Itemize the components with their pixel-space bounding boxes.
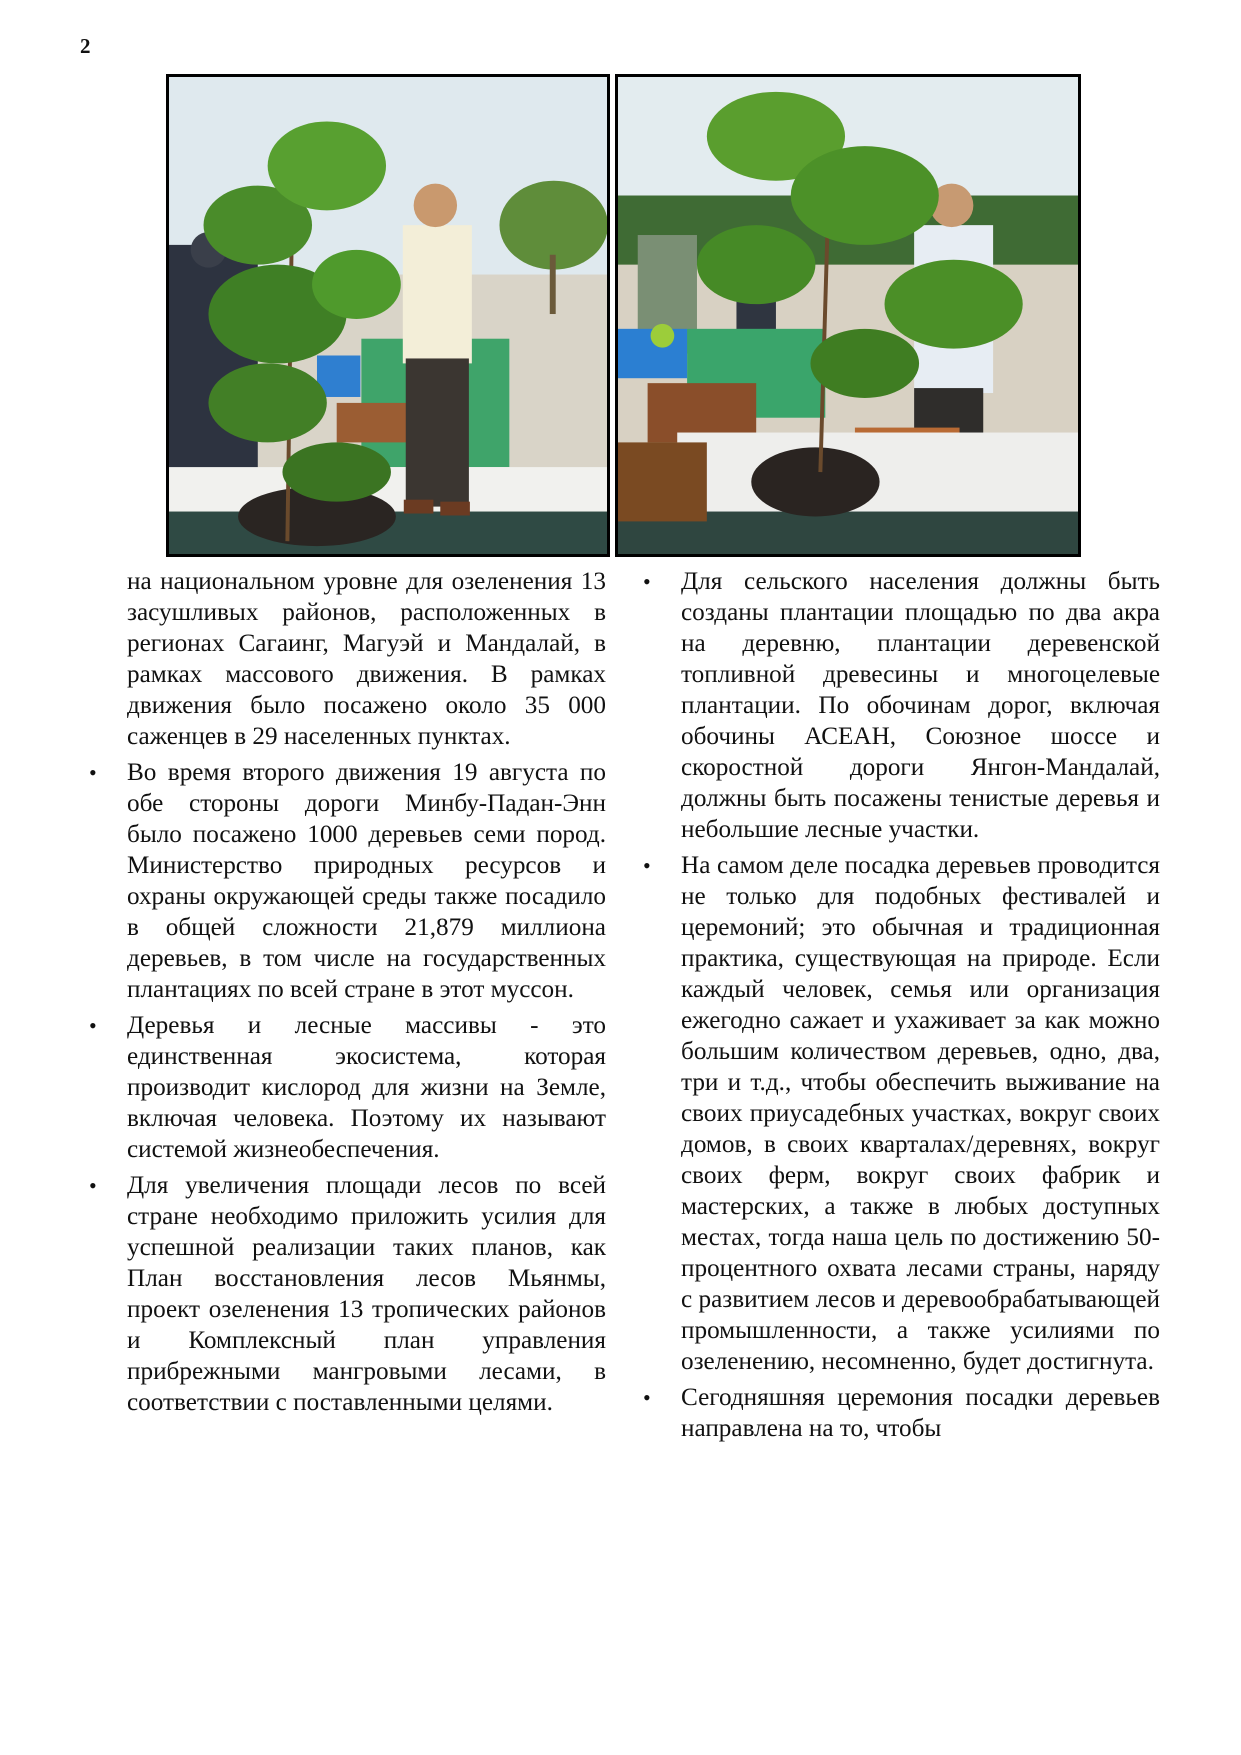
tree-planting-photo-icon bbox=[169, 77, 607, 554]
list-item: • Сегодняшняя церемония посадки деревьев направлена на то, чтобы bbox=[681, 1382, 1160, 1444]
list-item: • Для увеличения площади лесов по всей стране необходимо приложить усилия для успешной реализации таких планов, как План восстановления лесов Мьянмы, проект озеленения 13 тропических районов и Комплексный план управления прибрежными мангровыми лесами, в соответствии с поставленными целями. bbox=[127, 1170, 606, 1418]
continued-paragraph: на национальном уровне для озеленения 13 засушливых районов, расположенных в регионах Сагаинг, Магуэй и Мандалай, в рамках массового движения. В рамках движения было посажено около 35 000 саженцев в 29 населенных пунктах. bbox=[127, 568, 606, 750]
right-column bbox=[681, 566, 1160, 1444]
left-column bbox=[127, 566, 606, 1418]
list-item: • Деревья и лесные массивы - это единственная экосистема, которая производит кислород для жизни на Земле, включая человека. Поэтому их называют системой жизнеобеспечения. bbox=[127, 1010, 606, 1165]
list-item: • Во время второго движения 19 августа по обе стороны дороги Минбу-Падан-Энн было посажено 1000 деревьев семи пород. Министерство природных ресурсов и охраны окружающей среды также посадило в общей сложности 21,879 миллиона деревьев, в том числе на государственных плантациях по всей стране в этот муссон. bbox=[127, 757, 606, 1005]
right-bullet-list bbox=[681, 566, 1160, 1444]
left-bullet-list bbox=[127, 757, 606, 1418]
tree-watering-photo-icon bbox=[618, 77, 1078, 554]
tree-planting-photo bbox=[166, 74, 610, 557]
tree-watering-photo bbox=[615, 74, 1081, 557]
page-number: 2 bbox=[80, 34, 91, 58]
list-item: • Для сельского населения должны быть созданы плантации площадью по два акра на деревню, плантации деревенской топливной древесины и многоцелевые плантации. По обочинам дорог, включая обочины АСЕАН, Союзное шоссе и скоростной дороги Янгон-Мандалай, должны быть посажены тенистые деревья и небольшие лесные участки. bbox=[681, 566, 1160, 845]
list-item: • На самом деле посадка деревьев проводится не только для подобных фестивалей и церемоний; это обычная и традиционная практика, существующая на природе. Если каждый человек, семья или организация ежегодно сажает и ухаживает за как можно большим количеством деревьев, одно, два, три и т.д., чтобы обеспечить выживание на своих приусадебных участках, вокруг своих домов, в своих кварталах/деревнях, вокруг своих ферм, вокруг своих фабрик и мастерских, а также в любых доступных местах, тогда наша цель по достижению 50-процентного охвата лесами страны, наряду с развитием лесов и деревообрабатывающей промышленности, а также усилиями по озеленению, несомненно, будет достигнута. bbox=[681, 850, 1160, 1377]
